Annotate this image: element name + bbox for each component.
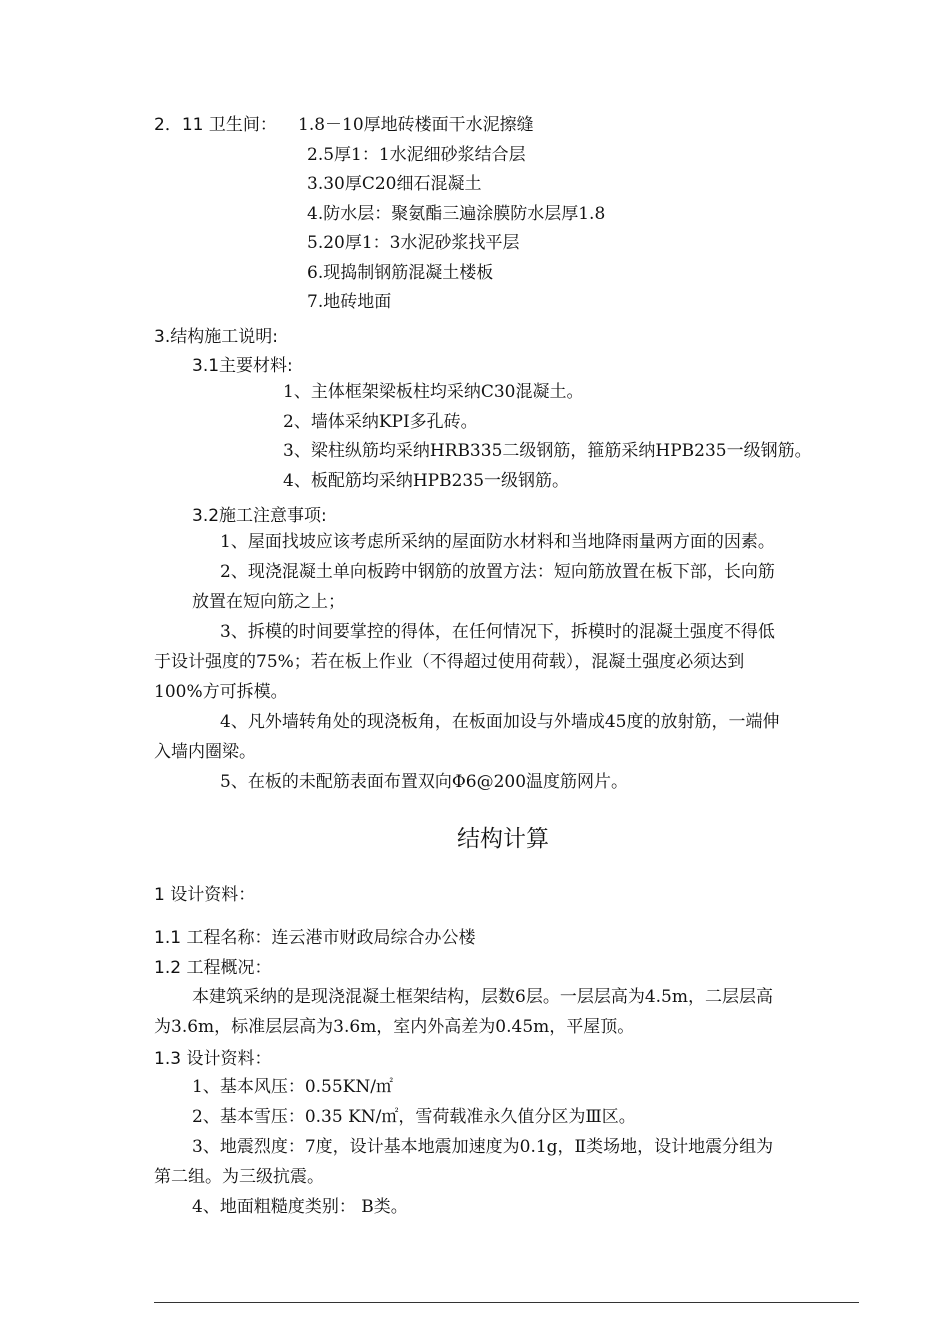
precaution-line: 5、在板的未配筋表面布置双向Φ6@200温度筋网片。 (220, 772, 629, 792)
bathroom-layer: 4.防水层：聚氨酯三遍涂膜防水层厚1.8 (307, 204, 606, 224)
project-name-heading: 1.1 工程名称：连云港市财政局综合办公楼 (154, 928, 476, 948)
precaution-line: 于设计强度的75%；若在板上作业（不得超过使用荷载），混凝土强度必须达到 (154, 652, 745, 672)
section-title: 结构计算 (457, 826, 549, 852)
bathroom-heading: 2．11 卫生间： (154, 115, 277, 135)
precaution-line: 入墙内圈梁。 (154, 742, 256, 762)
project-overview-heading: 1.2 工程概况： (154, 958, 272, 978)
precaution-line: 100%方可拆模。 (154, 682, 288, 702)
overview-line: 本建筑采纳的是现浇混凝土框架结构，层数6层。一层层高为4.5m，二层层高 (192, 987, 773, 1007)
design-data-heading: 1 设计资料： (154, 885, 256, 905)
design-parameter: 1、基本风压：0.55KN/㎡ (192, 1077, 393, 1097)
design-parameter: 3、地震烈度：7度，设计基本地震加速度为0.1g，Ⅱ类场地，设计地震分组为 (192, 1137, 774, 1157)
precaution-line: 放置在短向筋之上； (192, 592, 345, 612)
bathroom-layer: 5.20厚1：3水泥砂浆找平层 (307, 233, 520, 253)
overview-line: 为3.6m，标准层层高为3.6m，室内外高差为0.45m，平屋顶。 (154, 1017, 635, 1037)
precaution-line: 2、现浇混凝土单向板跨中钢筋的放置方法：短向筋放置在板下部，长向筋 (220, 562, 775, 582)
precaution-line: 3、拆模的时间要掌控的得体，在任何情况下，拆模时的混凝土强度不得低 (220, 622, 775, 642)
design-parameter: 2、基本雪压：0.35 KN/㎡，雪荷载准永久值分区为Ⅲ区。 (192, 1107, 636, 1127)
bathroom-layer: 7.地砖地面 (307, 292, 392, 312)
design-parameter: 4、地面粗糙度类别： B类。 (192, 1197, 408, 1217)
materials-heading: 3.1主要材料: (192, 356, 293, 376)
design-parameter: 第二组。为三级抗震。 (154, 1167, 324, 1187)
bathroom-layer: 6.现捣制钢筋混凝土楼板 (307, 263, 494, 283)
materials-item: 1、主体框架梁板柱均采纳C30混凝土。 (283, 382, 584, 402)
design-parameters-heading: 1.3 设计资料： (154, 1049, 272, 1069)
precaution-line: 1、屋面找坡应该考虑所采纳的屋面防水材料和当地降雨量两方面的因素。 (220, 532, 775, 552)
bathroom-layer: 2.5厚1：1水泥细砂浆结合层 (307, 145, 526, 165)
bathroom-layer: 3.30厚C20细石混凝土 (307, 174, 482, 194)
materials-item: 2、墙体采纳KPI多孔砖。 (283, 412, 478, 432)
structure-notes-heading: 3.结构施工说明: (154, 327, 278, 347)
precaution-line: 4、凡外墙转角处的现浇板角，在板面加设与外墙成45度的放射筋，一端伸 (220, 712, 780, 732)
footer-rule (154, 1302, 859, 1303)
precautions-heading: 3.2施工注意事项: (192, 506, 327, 526)
bathroom-layer: 1.8－10厚地砖楼面干水泥擦缝 (298, 115, 534, 135)
materials-item: 4、板配筋均采纳HPB235一级钢筋。 (283, 471, 570, 491)
materials-item: 3、梁柱纵筋均采纳HRB335二级钢筋，箍筋采纳HPB235一级钢筋。 (283, 441, 812, 461)
